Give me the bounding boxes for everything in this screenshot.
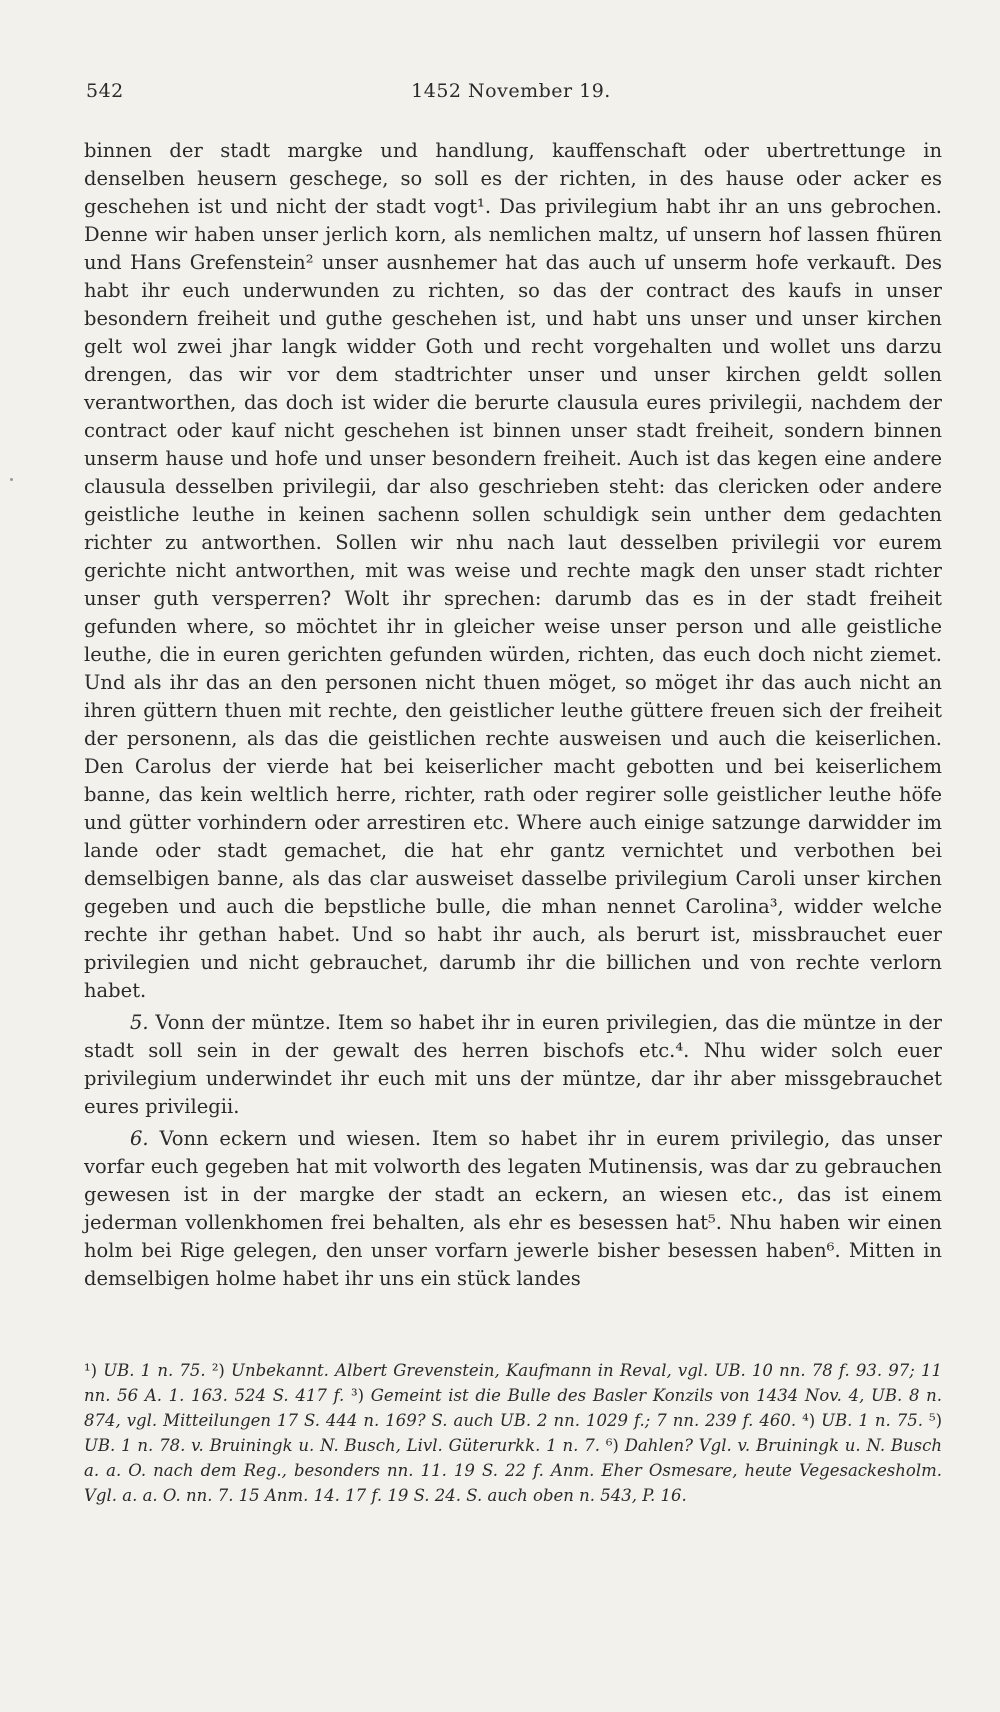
footnote-text: UB. 1 n. 75.: [821, 1411, 923, 1430]
footnotes: [84, 1358, 942, 1508]
paragraph-text: Vonn eckern und wiesen. Item so habet ihr in eurem privilegio, das unser vorfar euch gegeben hat mit volworth des legaten Mutinensis, was dar zu gebrauchen gewesen ist in der margke der stadt an eckern, an wiesen etc., das ist einem jederman vollenkhomen frei behalten, als ehr es besessen hat⁵. Nhu haben wir einen holm bei Rige gelegen, den unser vorfarn jewerle bisher besessen haben⁶. Mitten in demselbigen holme habet ihr uns ein stück landes: [84, 1127, 943, 1290]
footnote-number: ⁴): [802, 1411, 816, 1430]
footnote-number: ²): [211, 1361, 225, 1380]
paragraph: [84, 137, 942, 1005]
footnote-text: Gemeint ist die Bulle des Basler Konzils von 1434 Nov. 4, UB. 8 n. 874, vgl. Mitteilungen 17 S. 444 n. 169? S. auch UB. 2 nn. 1029 f.; 7 nn. 239 f. 460.: [84, 1386, 942, 1430]
section-number: 6.: [130, 1127, 149, 1150]
header-date: 1452 November 19.: [411, 80, 611, 102]
paragraph: [84, 1125, 942, 1293]
footnote-block: [84, 1358, 942, 1508]
footnote-text: Unbekannt. Albert Grevenstein, Kaufmann in Reval, vgl. UB. 10 nn. 78 f. 93. 97; 11 nn. 56 A. 1. 163. 524 S. 417 f.: [84, 1361, 942, 1405]
footnote-text: UB. 1 n. 75.: [103, 1361, 206, 1380]
footnote-number: ³): [350, 1386, 365, 1405]
footnote-number: ¹): [84, 1361, 98, 1380]
page-number: 542: [86, 80, 124, 102]
footnote-number: ⁶): [605, 1436, 619, 1455]
footnote-number: ⁵): [928, 1411, 943, 1430]
footnote-text: UB. 1 n. 78. v. Bruiningk u. N. Busch, Livl. Güterurkk. 1 n. 7.: [84, 1436, 600, 1455]
section-number: 5.: [130, 1011, 149, 1034]
paragraph: [84, 1009, 942, 1121]
paragraph-text: binnen der stadt margke und handlung, kauffenschaft oder ubertrettunge in denselben heusern geschege, so soll es der richten, in des hause oder acker es geschehen ist und nicht der stadt vogt¹. Das privilegium habt ihr an uns gebrochen. Denne wir haben unser jerlich korn, als nemlichen maltz, uf unsern hof lassen fhüren und Hans Grefenstein² unser ausnhemer hat das auch uf unserm hofe verkauft. Des habt ihr euch underwunden zu richten, so das der contract des kaufs in unser besondern freiheit und guthe geschehen ist, und habt uns unser und unser kirchen gelt wol zwei jhar langk widder Goth und recht vorgehalten und wollet uns darzu drengen, das wir vor dem stadtrichter unser und unser kirchen geldt sollen verantworthen, das doch ist wider die berurte clausula eures privilegii, nachdem der contract oder kauf nicht geschehen ist binnen unser stadt freiheit, sondern binnen unserm hause und hofe und unser besondern freiheit. Auch ist das kegen eine andere clausula desselben privilegii, dar also geschrieben steht: das clericken oder andere geistliche leuthe in keinen sachenn sollen schuldigk sein unther dem gedachten richter zu antworthen. Sollen wir nhu nach laut desselben privilegii vor eurem gerichte nicht antworthen, mit was weise und rechte magk den unser stadt richter unser guth versperren? Wolt ihr sprechen: darumb das es in der stadt freiheit gefunden where, so möchtet ihr in gleicher weise unser person und alle geistliche leuthe, die in euren gerichten gefunden würden, richten, das euch doch nicht ziemet. Und als ihr das an den personen nicht thuen möget, so möget ihr das auch nicht an ihren güttern thuen mit rechte, den geistlicher leuthe güttere freuen sich der freiheit der personenn, als das die geistlichen rechte ausweisen und auch die keiserlichen. Den Carolus der vierde hat bei keiserlicher macht gebotten und bei keiserlichem banne, das kein weltlich herre, richter, rath oder regirer solle geistlicher leuthe höfe und gütter vorhindern oder arrestiren etc. Where auch einige satzunge darwidder im lande oder stadt gemachet, die hat ehr gantz vernichtet und verbothen bei demselbigen banne, als das clar ausweiset dasselbe privilegium Caroli unser kirchen gegeben und auch die bepstliche bulle, die mhan nennet Carolina³, widder welche rechte ihr gethan habet. Und so habt ihr auch, als berurt ist, missbrauchet euer privilegien und nicht gebrauchet, darumb ihr die billichen und von rechte verlorn habet.: [84, 139, 942, 1002]
scan-speck: [10, 478, 13, 481]
page-header: [86, 80, 936, 108]
footnote-text: Dahlen? Vgl. v. Bruiningk u. N. Busch a. a. O. nach dem Reg., besonders nn. 11. 19 S. 22 f. Anm. Eher Osmesare, heute Vegesackesholm. Vgl. a. a. O. nn. 7. 15 Anm. 14. 17 f. 19 S. 24. S. auch oben n. 543, P. 16.: [84, 1436, 943, 1505]
body-text: [84, 137, 942, 1297]
paragraph-text: Vonn der müntze. Item so habet ihr in euren privilegien, das die müntze in der stadt soll sein in der gewalt des herren bischofs etc.⁴. Nhu wider solch euer privilegium underwindet ihr euch mit uns der müntze, dar ihr aber missgebrauchet eures privilegii.: [84, 1011, 942, 1118]
